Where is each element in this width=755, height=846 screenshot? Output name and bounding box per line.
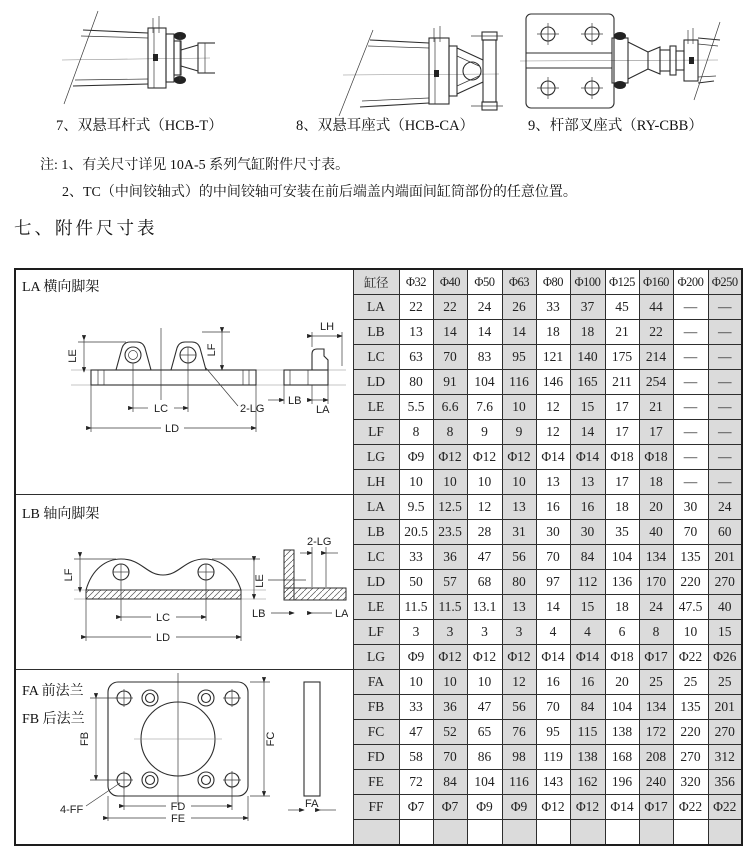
diagram-cell-flange: [15, 670, 353, 846]
svg-text:FA: FA: [305, 798, 319, 810]
table-cell: 10: [673, 620, 708, 645]
svg-text:LC: LC: [153, 403, 169, 415]
table-cell: 47.5: [673, 595, 708, 620]
table-cell: 16: [536, 670, 570, 695]
table-row: [15, 495, 742, 520]
table-cell: Φ9: [399, 445, 433, 470]
svg-text:LD: LD: [164, 423, 180, 435]
svg-text:4-FF: 4-FF: [60, 804, 84, 816]
table-cell: Φ18: [639, 445, 673, 470]
table-cell: 12: [502, 670, 536, 695]
table-cell: Φ18: [605, 445, 639, 470]
table-cell: 47: [399, 720, 433, 745]
table-cell: 112: [570, 570, 605, 595]
table-cell: 30: [673, 495, 708, 520]
table-cell: 4: [536, 620, 570, 645]
table-cell: 15: [708, 620, 742, 645]
table-cell: —: [673, 395, 708, 420]
table-cell: LC: [353, 345, 399, 370]
svg-text:LB: LB: [288, 395, 302, 407]
table-cell: Φ9: [399, 645, 433, 670]
table-cell: 95: [536, 720, 570, 745]
table-cell: 10: [502, 470, 536, 495]
table-cell: 30: [536, 520, 570, 545]
table-cell: 211: [605, 370, 639, 395]
table-cell: 33: [399, 695, 433, 720]
table-cell: Φ14: [570, 645, 605, 670]
table-cell: Φ12: [536, 795, 570, 820]
table-cell: 13: [502, 595, 536, 620]
table-cell: 214: [639, 345, 673, 370]
table-cell: 20.5: [399, 520, 433, 545]
column-header: Φ80: [536, 269, 570, 295]
table-cell: 20: [639, 495, 673, 520]
column-header: 缸径: [353, 269, 399, 295]
table-cell: 121: [536, 345, 570, 370]
table-cell: LC: [353, 545, 399, 570]
table-cell: —: [673, 370, 708, 395]
table-cell: 76: [502, 720, 536, 745]
table-cell: 104: [467, 370, 502, 395]
table-cell: 22: [433, 295, 467, 320]
table-cell: 12: [467, 495, 502, 520]
table-cell: 116: [502, 770, 536, 795]
table-cell: 80: [399, 370, 433, 395]
table-cell: 356: [708, 770, 742, 795]
table-header-row: [15, 269, 742, 295]
table-cell: 21: [639, 395, 673, 420]
table-cell: [433, 820, 467, 846]
table-cell: 13: [502, 495, 536, 520]
diagram-label: LB 轴向脚架: [22, 507, 100, 522]
column-header: Φ250: [708, 269, 742, 295]
table-cell: 3: [399, 620, 433, 645]
table-cell: 44: [639, 295, 673, 320]
table-cell: —: [673, 420, 708, 445]
table-cell: FE: [353, 770, 399, 795]
table-cell: 40: [639, 520, 673, 545]
table-cell: 97: [536, 570, 570, 595]
table-cell: 47: [467, 695, 502, 720]
svg-text:LF: LF: [206, 343, 218, 357]
table-cell: LG: [353, 645, 399, 670]
dimension-table-wrap: [14, 268, 743, 846]
table-cell: Φ18: [605, 645, 639, 670]
figure-caption-ry-cbb: 9、杆部叉座式（RY-CBB）: [528, 118, 703, 134]
table-cell: 21: [605, 320, 639, 345]
table-cell: 50: [399, 570, 433, 595]
table-cell: 9: [502, 420, 536, 445]
table-cell: 10: [467, 470, 502, 495]
table-cell: LE: [353, 395, 399, 420]
table-cell: 12.5: [433, 495, 467, 520]
table-cell: Φ9: [502, 795, 536, 820]
dimension-table: [14, 268, 743, 846]
table-cell: 25: [708, 670, 742, 695]
table-cell: 14: [536, 595, 570, 620]
table-cell: [570, 820, 605, 846]
table-cell: 13: [536, 470, 570, 495]
table-cell: [708, 820, 742, 846]
column-header: Φ200: [673, 269, 708, 295]
diagram-label: LA 横向脚架: [22, 280, 100, 295]
table-cell: LD: [353, 370, 399, 395]
diagram-label: FA 前法兰: [22, 684, 84, 699]
table-cell: 47: [467, 545, 502, 570]
table-cell: 70: [536, 545, 570, 570]
table-cell: 10: [467, 670, 502, 695]
table-cell: 10: [433, 670, 467, 695]
table-cell: 24: [708, 495, 742, 520]
table-cell: —: [673, 470, 708, 495]
svg-text:FE: FE: [170, 813, 186, 823]
table-cell: 201: [708, 545, 742, 570]
table-cell: 270: [673, 745, 708, 770]
table-cell: FC: [353, 720, 399, 745]
table-cell: LF: [353, 620, 399, 645]
table-cell: FA: [353, 670, 399, 695]
table-cell: 140: [570, 345, 605, 370]
table-cell: 8: [399, 420, 433, 445]
table-cell: 201: [708, 695, 742, 720]
table-cell: —: [708, 370, 742, 395]
table-cell: 70: [536, 695, 570, 720]
table-cell: 56: [502, 695, 536, 720]
column-header: Φ32: [399, 269, 433, 295]
table-cell: 14: [467, 320, 502, 345]
table-cell: Φ12: [433, 645, 467, 670]
table-cell: 35: [605, 520, 639, 545]
svg-text:FC: FC: [265, 731, 277, 747]
table-cell: 12: [536, 395, 570, 420]
table-cell: 138: [605, 720, 639, 745]
table-cell: 84: [570, 695, 605, 720]
svg-text:FD: FD: [170, 801, 186, 813]
table-cell: 24: [639, 595, 673, 620]
column-header: Φ160: [639, 269, 673, 295]
table-cell: 36: [433, 695, 467, 720]
table-cell: 320: [673, 770, 708, 795]
table-cell: 14: [433, 320, 467, 345]
table-cell: 162: [570, 770, 605, 795]
table-cell: 135: [673, 545, 708, 570]
table-cell: Φ14: [536, 645, 570, 670]
table-cell: —: [673, 445, 708, 470]
table-cell: Φ12: [467, 645, 502, 670]
table-cell: 45: [605, 295, 639, 320]
table-cell: LA: [353, 295, 399, 320]
svg-text:LC: LC: [155, 612, 171, 624]
table-cell: 86: [467, 745, 502, 770]
table-cell: 10: [399, 670, 433, 695]
table-cell: Φ14: [605, 795, 639, 820]
table-cell: 17: [605, 470, 639, 495]
table-cell: 20: [605, 670, 639, 695]
svg-text:LD: LD: [155, 632, 171, 644]
table-cell: 196: [605, 770, 639, 795]
table-cell: 36: [433, 545, 467, 570]
table-cell: 168: [605, 745, 639, 770]
table-cell: 138: [570, 745, 605, 770]
table-cell: 12: [536, 420, 570, 445]
table-cell: 37: [570, 295, 605, 320]
svg-text:FB: FB: [79, 731, 91, 747]
table-cell: Φ22: [673, 795, 708, 820]
table-cell: 254: [639, 370, 673, 395]
table-cell: [639, 820, 673, 846]
table-cell: Φ22: [673, 645, 708, 670]
table-cell: 3: [467, 620, 502, 645]
table-cell: Φ12: [502, 645, 536, 670]
table-cell: 18: [639, 470, 673, 495]
table-cell: —: [708, 420, 742, 445]
table-cell: 22: [399, 295, 433, 320]
table-cell: 16: [570, 670, 605, 695]
table-cell: 115: [570, 720, 605, 745]
table-cell: 68: [467, 570, 502, 595]
table-cell: 72: [399, 770, 433, 795]
note-line-2: 2、TC（中间铰轴式）的中间铰轴可安装在前后端盖内端面间缸筒部份的任意位置。: [62, 185, 577, 200]
table-cell: 10: [502, 395, 536, 420]
table-cell: 14: [502, 320, 536, 345]
figure-caption-hcb-t: 7、双悬耳杆式（HCB-T）: [56, 118, 223, 134]
table-cell: 15: [570, 395, 605, 420]
table-cell: 14: [570, 420, 605, 445]
table-cell: [605, 820, 639, 846]
table-cell: 17: [639, 420, 673, 445]
table-cell: Φ12: [433, 445, 467, 470]
table-cell: —: [673, 295, 708, 320]
table-cell: 57: [433, 570, 467, 595]
diagram-cell-lb-foot: [15, 495, 353, 670]
table-cell: 8: [433, 420, 467, 445]
table-cell: Φ12: [570, 795, 605, 820]
table-cell: 24: [467, 295, 502, 320]
table-cell: 23.5: [433, 520, 467, 545]
table-cell: FF: [353, 795, 399, 820]
table-cell: 18: [570, 320, 605, 345]
svg-text:LB: LB: [252, 608, 266, 620]
table-cell: 134: [639, 545, 673, 570]
table-cell: 3: [502, 620, 536, 645]
table-cell: 15: [570, 595, 605, 620]
table-cell: [467, 820, 502, 846]
table-cell: Φ9: [467, 795, 502, 820]
table-cell: 170: [639, 570, 673, 595]
table-cell: 10: [399, 470, 433, 495]
table-cell: 17: [605, 395, 639, 420]
table-cell: 11.5: [399, 595, 433, 620]
table-cell: 70: [433, 345, 467, 370]
table-cell: 84: [433, 770, 467, 795]
svg-text:LA: LA: [335, 608, 348, 620]
table-cell: Φ14: [570, 445, 605, 470]
table-cell: 13: [399, 320, 433, 345]
table-cell: 31: [502, 520, 536, 545]
table-cell: 56: [502, 545, 536, 570]
table-cell: 52: [433, 720, 467, 745]
table-cell: 240: [639, 770, 673, 795]
table-cell: 91: [433, 370, 467, 395]
table-cell: 270: [708, 570, 742, 595]
section-heading: 七、附件尺寸表: [14, 218, 158, 238]
table-row: [15, 670, 742, 695]
table-cell: —: [708, 345, 742, 370]
table-cell: 104: [605, 695, 639, 720]
table-cell: 58: [399, 745, 433, 770]
table-cell: 11.5: [433, 595, 467, 620]
table-cell: LB: [353, 320, 399, 345]
table-cell: 98: [502, 745, 536, 770]
column-header: Φ125: [605, 269, 639, 295]
table-cell: 104: [467, 770, 502, 795]
table-cell: 28: [467, 520, 502, 545]
table-cell: 25: [639, 670, 673, 695]
figure-caption-hcb-ca: 8、双悬耳座式（HCB-CA）: [296, 118, 475, 134]
table-cell: 312: [708, 745, 742, 770]
table-cell: 18: [605, 495, 639, 520]
table-cell: 63: [399, 345, 433, 370]
svg-text:LE: LE: [67, 349, 79, 363]
table-cell: [536, 820, 570, 846]
table-cell: 9: [467, 420, 502, 445]
table-cell: 5.5: [399, 395, 433, 420]
table-cell: 104: [605, 545, 639, 570]
table-cell: 172: [639, 720, 673, 745]
table-cell: 70: [433, 745, 467, 770]
table-cell: 7.6: [467, 395, 502, 420]
table-cell: Φ22: [708, 795, 742, 820]
figure-hcb-ca-drawing: [333, 18, 503, 123]
table-cell: LH: [353, 470, 399, 495]
table-cell: 16: [536, 495, 570, 520]
table-cell: 18: [605, 595, 639, 620]
table-cell: 6.6: [433, 395, 467, 420]
svg-text:LE: LE: [254, 574, 266, 588]
table-cell: 16: [570, 495, 605, 520]
table-cell: 4: [570, 620, 605, 645]
table-cell: 135: [673, 695, 708, 720]
svg-text:2-LG: 2-LG: [307, 536, 332, 548]
column-header: Φ50: [467, 269, 502, 295]
table-cell: 220: [673, 570, 708, 595]
table-cell: LE: [353, 595, 399, 620]
table-cell: 3: [433, 620, 467, 645]
diagram-cell-la-foot: [15, 269, 353, 495]
table-cell: [399, 820, 433, 846]
table-cell: 270: [708, 720, 742, 745]
table-cell: 83: [467, 345, 502, 370]
table-cell: —: [708, 295, 742, 320]
column-header: Φ100: [570, 269, 605, 295]
figure-ry-cbb-drawing: [508, 0, 723, 115]
table-cell: —: [708, 445, 742, 470]
table-cell: 175: [605, 345, 639, 370]
table-cell: Φ7: [399, 795, 433, 820]
table-cell: 146: [536, 370, 570, 395]
table-cell: 18: [536, 320, 570, 345]
table-cell: 84: [570, 545, 605, 570]
svg-text:LF: LF: [63, 568, 75, 582]
table-cell: LG: [353, 445, 399, 470]
table-cell: Φ17: [639, 795, 673, 820]
table-cell: 25: [673, 670, 708, 695]
table-cell: Φ12: [467, 445, 502, 470]
table-cell: —: [673, 320, 708, 345]
table-cell: LB: [353, 520, 399, 545]
table-cell: LF: [353, 420, 399, 445]
table-cell: Φ12: [502, 445, 536, 470]
table-cell: 119: [536, 745, 570, 770]
table-cell: Φ26: [708, 645, 742, 670]
table-cell: 220: [673, 720, 708, 745]
table-cell: —: [708, 320, 742, 345]
table-cell: [673, 820, 708, 846]
table-cell: 9.5: [399, 495, 433, 520]
table-cell: 33: [536, 295, 570, 320]
table-cell: LD: [353, 570, 399, 595]
table-cell: 95: [502, 345, 536, 370]
table-cell: 13.1: [467, 595, 502, 620]
table-cell: Φ14: [536, 445, 570, 470]
table-cell: 165: [570, 370, 605, 395]
table-cell: 26: [502, 295, 536, 320]
svg-text:LA: LA: [316, 404, 330, 416]
table-cell: 6: [605, 620, 639, 645]
table-cell: 10: [433, 470, 467, 495]
table-cell: 136: [605, 570, 639, 595]
table-cell: FB: [353, 695, 399, 720]
table-cell: LA: [353, 495, 399, 520]
table-cell: 208: [639, 745, 673, 770]
column-header: Φ63: [502, 269, 536, 295]
table-cell: 8: [639, 620, 673, 645]
table-cell: 22: [639, 320, 673, 345]
table-cell: [353, 820, 399, 846]
table-cell: 80: [502, 570, 536, 595]
table-cell: 40: [708, 595, 742, 620]
svg-text:2-LG: 2-LG: [240, 403, 265, 415]
table-cell: 13: [570, 470, 605, 495]
table-cell: Φ17: [639, 645, 673, 670]
table-cell: 33: [399, 545, 433, 570]
diagram-label-2: FB 后法兰: [22, 712, 85, 727]
column-header: Φ40: [433, 269, 467, 295]
note-line-1: 注: 1、有关尺寸详见 10A-5 系列气缸附件尺寸表。: [40, 158, 350, 173]
table-cell: 17: [605, 420, 639, 445]
table-cell: 134: [639, 695, 673, 720]
table-cell: 65: [467, 720, 502, 745]
table-cell: —: [673, 345, 708, 370]
figure-hcb-t-drawing: [50, 3, 215, 113]
table-cell: 116: [502, 370, 536, 395]
table-cell: Φ7: [433, 795, 467, 820]
table-cell: 60: [708, 520, 742, 545]
table-cell: —: [708, 470, 742, 495]
svg-text:LH: LH: [319, 321, 335, 333]
table-cell: [502, 820, 536, 846]
table-cell: 70: [673, 520, 708, 545]
table-cell: 143: [536, 770, 570, 795]
table-cell: —: [708, 395, 742, 420]
table-cell: 30: [570, 520, 605, 545]
table-cell: FD: [353, 745, 399, 770]
